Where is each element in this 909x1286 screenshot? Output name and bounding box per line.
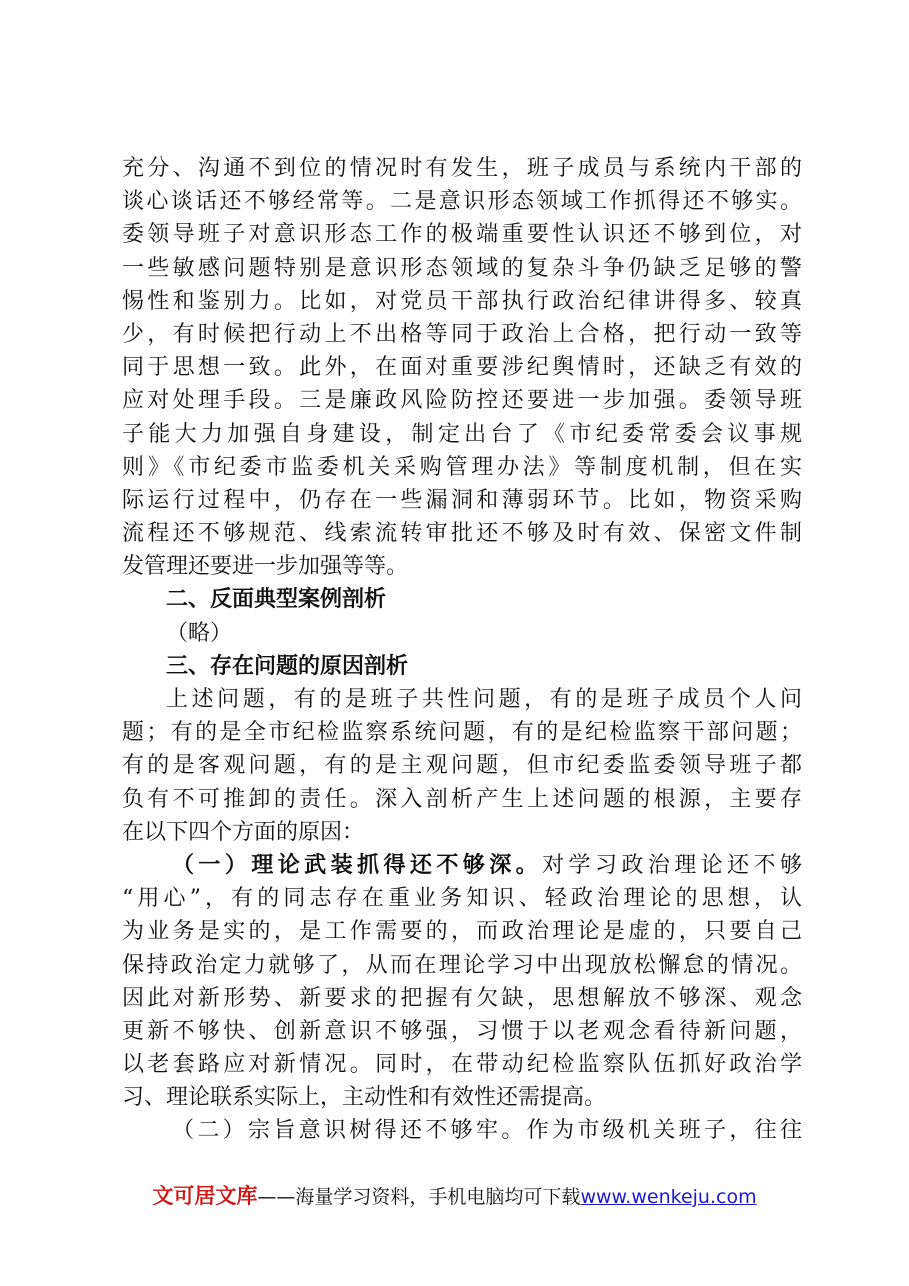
text-line: （略）: [166, 620, 233, 646]
text-line: 则》《市纪委市监委机关采购管理办法》等制度机制，但在实: [122, 454, 802, 480]
footer-link[interactable]: www.wenkeju.com: [580, 1186, 757, 1208]
text-line: 因此对新形势、新要求的把握有欠缺，思想解放不够深、观念: [122, 985, 802, 1011]
text-line: 一些敏感问题特别是意识形态领域的复杂斗争仍缺乏足够的警: [122, 255, 802, 281]
text-line: 在以下四个方面的原因：: [122, 819, 365, 845]
text-line: 题；有的是全市纪检监察系统问题，有的是纪检监察干部问题；: [122, 720, 802, 746]
text-span: 对学习政治理论还不够: [542, 852, 802, 878]
text-line: 以老套路应对新情况。同时，在带动纪检监察队伍抓好政治学: [122, 1052, 802, 1078]
text-line: 为业务是实的，是工作需要的，而政治理论是虚的，只要自己: [122, 919, 802, 945]
section-heading: 三、存在问题的原因剖析: [166, 653, 409, 679]
footer-tagline: ——海量学习资料，手机电脑均可下载: [257, 1186, 581, 1208]
text-line: 流程还不够规范、线索流转审批还不够及时有效、保密文件制: [122, 521, 802, 547]
text-line: 应对处理手段。三是廉政风险防控还要进一步加强。委领导班: [122, 388, 802, 414]
text-line: 保持政治定力就够了，从而在理论学习中出现放松懈怠的情况。: [122, 952, 802, 978]
text-line: 负有不可推卸的责任。深入剖析产生上述问题的根源，主要存: [122, 786, 802, 812]
text-line: 少，有时候把行动上不出格等同于政治上合格，把行动一致等: [122, 321, 802, 347]
document-body: [122, 152, 802, 1148]
text-line: 同于思想一致。此外，在面对重要涉纪舆情时，还缺乏有效的: [122, 355, 802, 381]
text-line: 更新不够快、创新意识不够强，习惯于以老观念看待新问题，: [122, 1018, 802, 1044]
text-line: 上述问题，有的是班子共性问题，有的是班子成员个人问: [166, 687, 802, 712]
text-line: [122, 849, 802, 882]
text-line: 惕性和鉴别力。比如，对党员干部执行政治纪律讲得多、较真: [122, 288, 802, 314]
text-line: 子能大力加强自身建设，制定出台了《市纪委常委会议事规: [122, 421, 802, 447]
subsection-heading: （一）理论武装抓得还不够深。: [172, 852, 543, 878]
text-line: “用心”，有的同志存在重业务知识、轻政治理论的思想，认: [122, 886, 802, 912]
text-line: 谈心谈话还不够经常等。二是意识形态领域工作抓得还不够实。: [122, 189, 802, 215]
footer-brand: 文可居文库: [152, 1184, 258, 1208]
text-line: 际运行过程中，仍存在一些漏洞和薄弱环节。比如，物资采购: [122, 487, 802, 513]
text-line: 有的是客观问题，有的是主观问题，但市纪委监委领导班子都: [122, 753, 802, 779]
section-heading: 二、反面典型案例剖析: [166, 587, 387, 613]
text-line: （二）宗旨意识树得还不够牢。作为市级机关班子，往往: [172, 1118, 802, 1144]
text-line: 发管理还要进一步加强等等。: [122, 554, 409, 580]
text-line: 习、理论联系实际上，主动性和有效性还需提高。: [122, 1085, 607, 1111]
footer-banner: [0, 1180, 909, 1210]
text-line: 充分、沟通不到位的情况时有发生，班子成员与系统内干部的: [122, 156, 802, 181]
text-line: 委领导班子对意识形态工作的极端重要性认识还不够到位，对: [122, 222, 802, 248]
